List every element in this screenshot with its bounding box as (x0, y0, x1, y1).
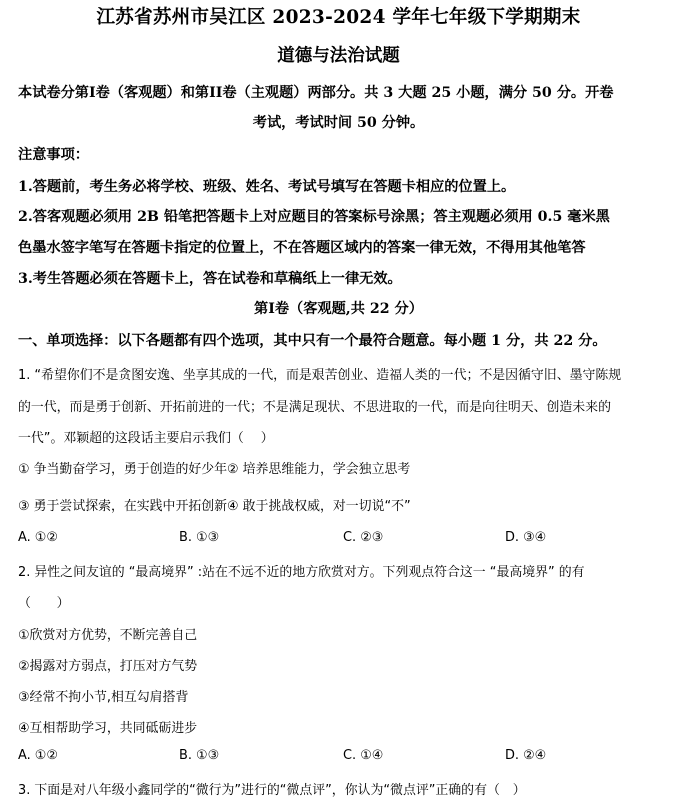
notice-item-2: 2.答客观题必须用 2B 铅笔把答题卡上对应题目的答案标号涂黑；答主观题必须用 0.5 毫米黑 (18, 209, 610, 225)
question-1-option-d: D. ③④ (505, 530, 547, 545)
exam-subtitle: 道德与法治试题 (277, 46, 400, 66)
part-1-title: 第I卷（客观题,共 22 分） (254, 301, 423, 317)
notice-item-3: 3.考生答题必须在答题卡上，答在试卷和草稿纸上一律无效。 (18, 271, 402, 287)
question-1-option-c: C. ②③ (343, 530, 384, 545)
notice-item-2-cont: 色墨水签字笔写在答题卡指定的位置上，不在答题区域内的答案一律无效，不得用其他笔答 (18, 240, 586, 256)
question-1-item-line-2: ③ 勇于尝试探索，在实践中开拓创新④ 敢于挑战权威，对一切说“不” (18, 499, 411, 514)
question-2-item-1: ①欣赏对方优势，不断完善自己 (18, 628, 198, 643)
question-3-stem-line-1: 3. 下面是对八年级小鑫同学的“微行为”进行的“微点评”，你认为“微点评”正确的有（ ） (18, 783, 526, 798)
section-1-heading: 一、单项选择：以下各题都有四个选项，其中只有一个最符合题意。每小题 1 分，共 22 分。 (18, 333, 607, 349)
question-2-option-a: A. ①② (18, 748, 58, 763)
question-2-item-3: ③经常不拘小节,相互勾肩搭背 (18, 690, 189, 705)
question-2-item-4: ④互相帮助学习，共同砥砺进步 (18, 721, 198, 736)
question-2-option-c: C. ①④ (343, 748, 384, 763)
intro-line-1: 本试卷分第I卷（客观题）和第II卷（主观题）两部分。共 3 大题 25 小题，满分 50 分。开卷 (18, 85, 614, 101)
question-1-option-b: B. ①③ (179, 530, 220, 545)
question-2-option-d: D. ②④ (505, 748, 547, 763)
notice-item-1: 1.答题前，考生务必将学校、班级、姓名、考试号填写在答题卡相应的位置上。 (18, 179, 516, 195)
question-1-stem-line-1: 1. “希望你们不是贪图安逸、坐享其成的一代，而是艰苦创业、造福人类的一代；不是因循守旧、墨守陈规 (18, 368, 622, 383)
question-2-stem-line-1: 2. 异性之间友谊的 “最高境界” :站在不远不近的地方欣赏对方。下列观点符合这一 “最高境界” 的有 (18, 565, 585, 580)
exam-title: 江苏省苏州市吴江区 2023-2024 学年七年级下学期期末 (96, 7, 581, 28)
question-2-option-b: B. ①③ (179, 748, 220, 763)
question-1-option-a: A. ①② (18, 530, 58, 545)
notice-heading: 注意事项： (18, 147, 89, 163)
question-1-stem-line-3: 一代”。邓颖超的这段话主要启示我们（ ） (18, 431, 274, 446)
question-1-stem-line-2: 的一代，而是勇于创新、开拓前进的一代；不是满足现状、不思进取的一代，而是向往明天、创造未来的 (18, 400, 611, 415)
question-2-stem-line-2: （ ） (18, 596, 70, 611)
question-2-item-2: ②揭露对方弱点，打压对方气势 (18, 659, 198, 674)
intro-line-2: 考试，考试时间 50 分钟。 (252, 115, 425, 131)
question-1-item-line-1: ① 争当勤奋学习，勇于创造的好少年② 培养思维能力，学会独立思考 (18, 462, 411, 477)
